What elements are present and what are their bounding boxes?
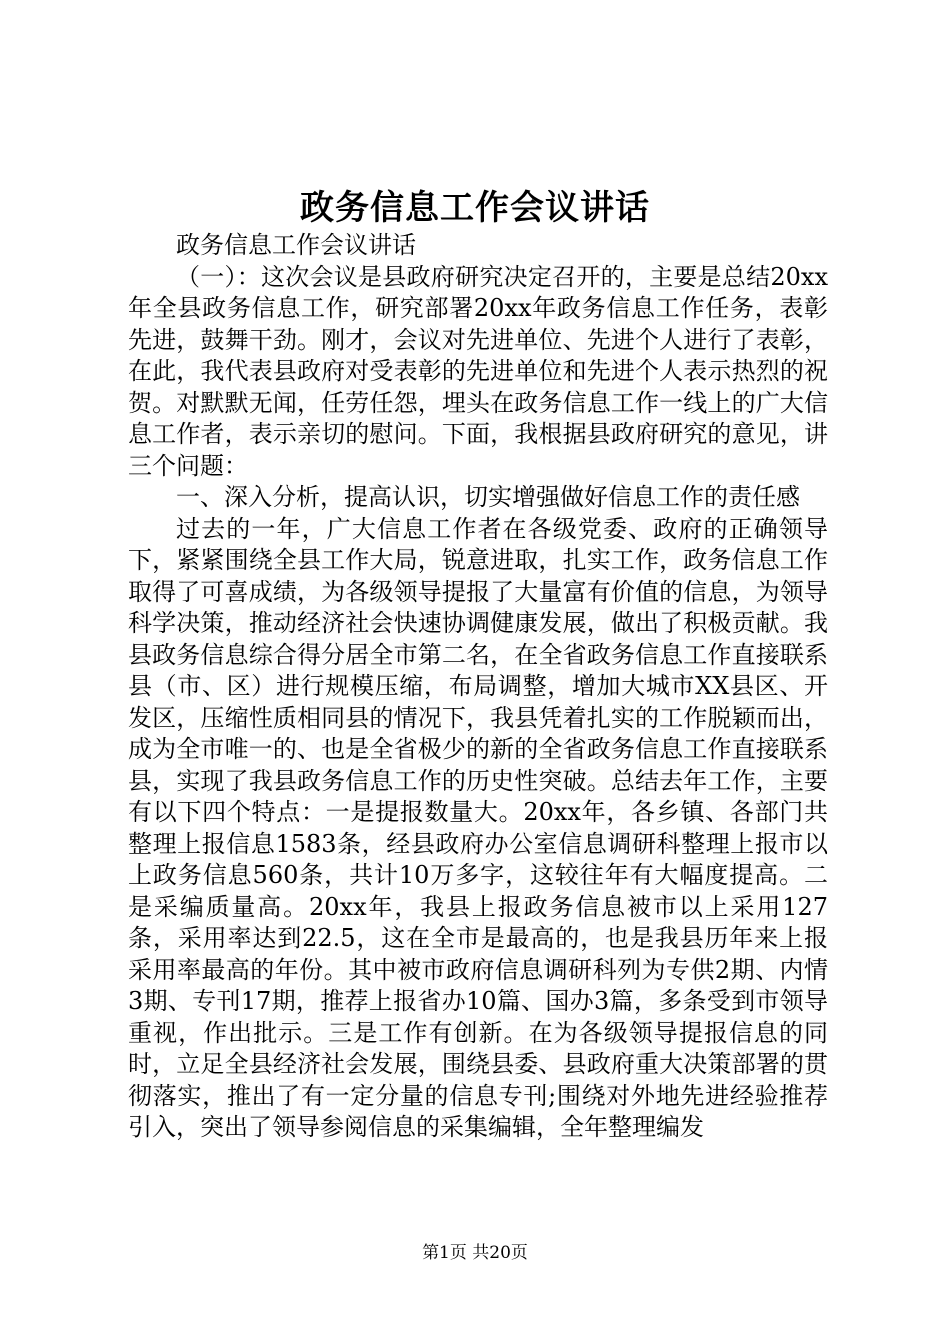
document-body [128, 230, 828, 1144]
page-footer: 第1页 共20页 [422, 1243, 528, 1263]
body-paragraph-review: 过去的一年，广大信息工作者在各级党委、政府的正确领导下，紧紧围绕全县工作大局，锐意进取，扎实工作，政务信息工作取得了可喜成绩，为各级领导提报了大量富有价值的信息，为领导科学决策，推动经济社会快速协调健康发展，做出了积极贡献。我县政务信息综合得分居全市第二名，在全省政务信息工作直接联系县（市、区）进行规模压缩，布局调整，增加大城市XX县区、开发区，压缩性质相同县的情况下，我县凭着扎实的工作脱颖而出，成为全市唯一的、也是全省极少的新的全省政务信息工作直接联系县，实现了我县政务信息工作的历史性突破。总结去年工作，主要有以下四个特点：一是提报数量大。20xx年，各乡镇、各部门共整理上报信息1583条，经县政府办公室信息调研科整理上报市以上政务信息560条，共计10万多字，这较往年有大幅度提高。二是采编质量高。20xx年，我县上报政务信息被市以上采用127条，采用率达到22.5，这在全市是最高的，也是我县历年来上报采用率最高的年份。其中被市政府信息调研科列为专供2期、内情3期、专刊17期，推荐上报省办10篇、国办3篇，多条受到市领导重视，作出批示。三是工作有创新。在为各级领导提报信息的同时，立足全县经济社会发展，围绕县委、县政府重大决策部署的贯彻落实，推出了有一定分量的信息专刊;围绕对外地先进经验推荐引入，突出了领导参阅信息的采集编辑，全年整理编发 [128, 514, 828, 1141]
body-paragraph-subtitle: 政务信息工作会议讲话 [176, 231, 416, 259]
document-title: 政务信息工作会议讲话 [300, 188, 650, 228]
section-heading: 一、深入分析，提高认识，切实增强做好信息工作的责任感 [176, 483, 800, 511]
body-paragraph-intro: （一）：这次会议是县政府研究决定召开的，主要是总结20xx年全县政务信息工作，研究部署20xx年政务信息工作任务，表彰先进，鼓舞干劲。刚才，会议对先进单位、先进个人进行了表彰，在此，我代表县政府对受表彰的先进单位和先进个人表示热烈的祝贺。对默默无闻，任劳任怨，埋头在政务信息工作一线上的广大信息工作者，表示亲切的慰问。下面，我根据县政府研究的意见，讲三个问题： [128, 262, 828, 480]
